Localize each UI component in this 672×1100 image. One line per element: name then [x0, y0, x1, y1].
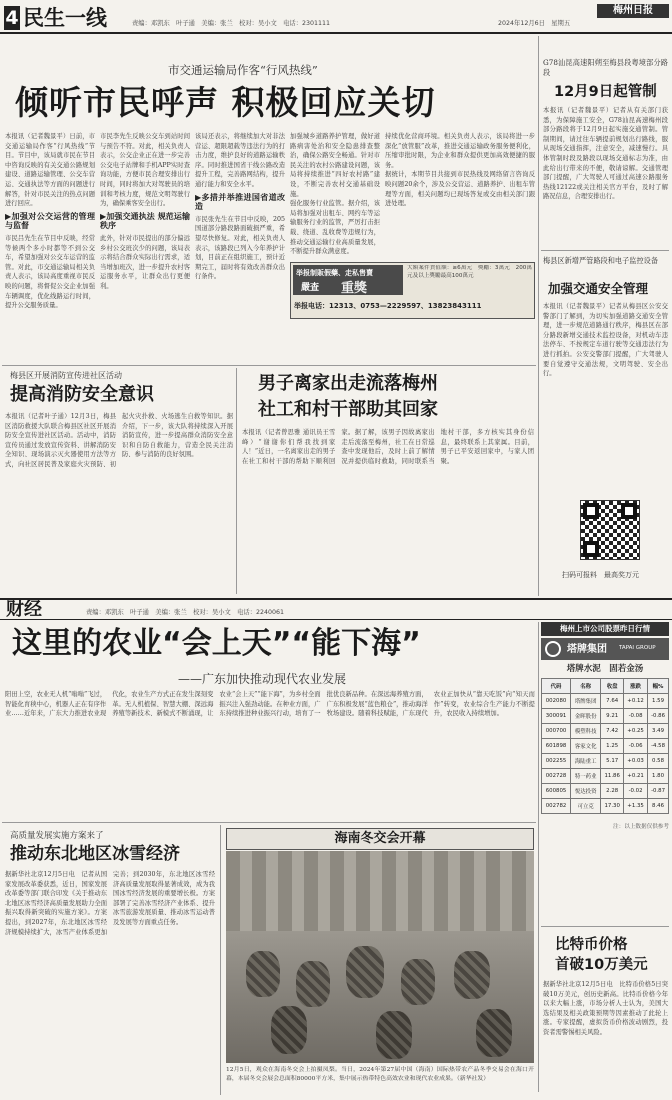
- table-cell: -0.86: [648, 709, 669, 724]
- table-cell: 3.49: [648, 724, 669, 739]
- top-story-col2: [100, 132, 190, 322]
- pineapple-shape: [271, 1006, 307, 1054]
- pineapple-shape: [346, 946, 384, 998]
- ad-left-panel: [293, 265, 403, 295]
- table-cell: -0.06: [624, 739, 648, 754]
- ad-tag: 举报制販假藥、走私售賣: [296, 269, 373, 277]
- table-row: [542, 799, 669, 814]
- table-cell: +0.03: [624, 754, 648, 769]
- sidebar1-headline: 12月9日起管制: [554, 84, 657, 100]
- qr-caption: 扫码可报料 最高奖万元: [562, 571, 639, 579]
- sidebar2-kicker: 梅县区新增严管路段和电子监控设备: [543, 256, 659, 265]
- crowd-silhouette: [226, 851, 534, 931]
- pineapple-shape: [246, 951, 280, 997]
- ad-tag: 重獎: [341, 281, 368, 296]
- sidebar2-body: 本报讯（记者魏景平）记者从梅县区公安交警部门了解到，为切实加强道路交通安全管理，进一步规范道路通行秩序，梅县区在部分路段新增交通技术监控设备，对机动车违法停车、不按规定车道行驶等交通违法行为进行抓拍。公安交警部门提醒，广大驾驶人要自觉遵守交通法规，文明驾驶、安全出行。: [543, 303, 668, 378]
- table-row: [542, 739, 669, 754]
- paper-logo: [597, 4, 669, 18]
- table-cell: 17.30: [601, 799, 624, 814]
- table-cell: 11.86: [601, 769, 624, 784]
- table-cell: 海陆重工: [571, 754, 601, 769]
- table-cell: 塔牌集团: [571, 694, 601, 709]
- top-story-col5: [385, 132, 535, 257]
- subheading: ▶加强交通执法 规范运输秩序: [100, 211, 190, 231]
- table-row: [542, 724, 669, 739]
- section-title: 财经: [6, 600, 42, 620]
- pineapple-photo: [226, 851, 534, 1063]
- story3-body: 本报讯（记者曾思雅 通讯员王雪峰）“谢谢你们帮我找到家人！”近日，一名离家出走的男子在社工和村干部的帮助下顺利回家。据了解，该男子因故离家出走后流落至梅州，社工在日常巡查中发现他后，及时上前了解情况并提供临时救助，同时联系当地村干部，多方核实其身份信息，最终联系上其家属。目前，男子已平安返回家中，与家人团聚。: [242, 429, 534, 465]
- table-cell: 8.46: [648, 799, 669, 814]
- paragraph: 加强城乡道路养护管理，做好道路病害处治和安全隐患排查整治，确保公路安全畅通。针对市民关注的农村公路建设问题，该局将持续推进“四好农村路”建设，不断完善农村交通基础设施。: [290, 133, 380, 198]
- stock-panel-title: 梅州上市公司股票昨日行情: [541, 622, 669, 636]
- table-row: [542, 769, 669, 784]
- table-cell: 1.80: [648, 769, 669, 784]
- table-cell: -4.58: [648, 739, 669, 754]
- photo-feature: [226, 828, 534, 1094]
- page-number: 4: [5, 7, 19, 29]
- column-divider: [236, 368, 237, 594]
- top-story-col3: [195, 132, 285, 322]
- paragraph: 持续优化营商环境。相关负责人表示，该局将进一步深化“放管服”改革，推进交通运输政务服务便利化，压缩审批时限，为企业和群众提供更加高效便捷的服务。: [385, 133, 535, 169]
- stock-panel: [541, 622, 669, 922]
- table-cell: 002782: [542, 799, 571, 814]
- page-number-box: [4, 6, 20, 30]
- brand-name: 塔牌集团: [567, 644, 607, 655]
- table-cell: +0.25: [624, 724, 648, 739]
- photo-title: 海南冬交会开幕: [226, 828, 534, 850]
- table-cell: 002255: [542, 754, 571, 769]
- top-story-headline: 倾听市民呼声 积极回应关切: [15, 83, 436, 122]
- paragraph: 该局还表示，将继续加大对非法营运、超限超载等违法行为的打击力度，维护良好的道路运输秩序。同时推进国省干线公路改造提升工程，完善路网结构，提升通行能力和安全水平。: [195, 133, 285, 188]
- table-row: [542, 709, 669, 724]
- table-cell: 1.59: [648, 694, 669, 709]
- table-cell: +1.35: [624, 799, 648, 814]
- ad-hotline: 举报电话：12313、0753—2229597、13823843111: [294, 302, 482, 310]
- photo-caption: 12月5日，观众在海南冬交会上拍摄凤梨。当日，2024年第27届中国（海南）国际热带农产品冬季交易会在海口开幕，本届冬交会展会总面积80000平方米，集中展示热带特色高效农业和现代农业成果。（新华社发）: [226, 1067, 534, 1082]
- paragraph: 市民张先生在节目中反映，205国道部分路段路面破损严重，希望尽快修复。对此，相关负责人表示，该路段已列入今年养护计划，目前正在组织施工，预计近期完工，届时将有效改善群众出行条件。: [195, 215, 285, 281]
- column-divider: [538, 36, 539, 596]
- column-divider: [220, 825, 221, 1095]
- pineapple-shape: [476, 1009, 512, 1057]
- story4-body: 阳田上空，农业无人机“嗡嗡”飞过，智能化育秧中心，机器人正在有序作业……近年来，广东大力推进农业现代化，农业生产方式正在发生深刻变革。无人机植保、智慧大棚、深远海养殖等新技术、新模式不断涌现，让农业“会上天”“能下海”，为乡村全面振兴注入强劲动能。在种业方面，广东持续推进种业振兴行动，培育了一批优良新品种。在深远海养殖方面，广东积极发展“蓝色粮仓”，推动海洋牧场建设。随着科技赋能，广东现代农业正加快从“靠天吃饭”向“知天而作”转变，农业综合生产能力不断提升，农民收入持续增加。: [5, 691, 535, 718]
- story6-headline-line2: 首破10万美元: [555, 957, 648, 973]
- editor-credits: 责编：邓凯东 叶子通 美编：张兰 校对：吴小文 电话：2301111: [132, 20, 331, 27]
- top-story-col4: [290, 132, 380, 257]
- table-cell: 悦达投资: [571, 784, 601, 799]
- story3-headline-line2: 社工和村干部助其回家: [258, 399, 438, 420]
- table-header-row: [542, 679, 669, 694]
- story6-body: 据新华社北京12月5日电 比特币价格5日突破10万美元，创历史新高。比特币价格今年以来大幅上涨，市场分析人士认为，美国大选结果及相关政策预期等因素推动了此轮上涨。专家提醒，虚拟货币价格波动剧烈，投资者需警惕相关风险。: [543, 981, 668, 1036]
- story6-headline-line1: 比特币价格: [555, 937, 628, 953]
- divider: [2, 822, 536, 823]
- table-cell: 9.21: [601, 709, 624, 724]
- story5-kicker: 高质量发展实施方案来了: [10, 831, 104, 841]
- pineapple-shape: [401, 959, 435, 1005]
- divider: [541, 250, 669, 251]
- paragraph: 此外，针对市民提出的部分偏远乡村公交班次少的问题，该局表示将结合群众实际出行需求，适当增加班次，进一步提升农村客运服务水平，让群众出行更便利。: [100, 234, 190, 290]
- column-header: 涨跌: [624, 679, 648, 694]
- section-band: [0, 598, 672, 620]
- story2-headline: 提高消防安全意识: [10, 384, 154, 405]
- pineapple-shape: [376, 1011, 412, 1059]
- table-cell: +0.12: [624, 694, 648, 709]
- brand-slogan: 塔牌水泥 固若金汤: [566, 664, 644, 674]
- divider: [541, 926, 669, 927]
- paragraph: 市民吕先生在节目中反映，经常等候两个多小时都等不到公交车，希望加强对公交车运营的监管。对此，市交通运输局相关负责人表示，该局高度重视市民反映的问题，将督促公交企业加强车辆调度，优化线路运行时间，提升公交服务质量。: [5, 234, 95, 310]
- qr-finder: [621, 503, 637, 519]
- table-row: [542, 694, 669, 709]
- table-row: [542, 784, 669, 799]
- table-cell: 2.28: [601, 784, 624, 799]
- column-header: 代码: [542, 679, 571, 694]
- sidebar1-body: 本报讯（记者魏景平）记者从有关部门获悉，为保障施工安全，G78汕昆高速梅州段部分路段将于12月9日起实施交通管制。管制期间，请过往车辆提前规划出行路线，服从现场交通指挥，注意安全，减速慢行。具体管制时段及路段以现场交通标志为准，由此给出行带来的不便，敬请谅解。交通管理部门提醒，广大驾驶人可通过高速公路服务热线12122或关注相关官方平台，及时了解路况信息，合理安排出行。: [543, 107, 668, 201]
- table-cell: 金晖股份: [571, 709, 601, 724]
- stock-table: [541, 678, 669, 814]
- brand-name-en: TAPAI GROUP: [619, 645, 656, 651]
- table-cell: 300091: [542, 709, 571, 724]
- table-cell: 002080: [542, 694, 571, 709]
- table-cell: 0.58: [648, 754, 669, 769]
- table-cell: 特一药业: [571, 769, 601, 784]
- paragraph: 据统计，本期节目共接到市民热线及网络留言咨询反映问题20余个，涉及公交营运、道路养护、出租车管理等方面，相关问题均已现场答复或交由相关部门跟进处理。: [385, 171, 535, 208]
- story5-headline: 推动东北地区冰雪经济: [10, 844, 180, 864]
- ad-conditions: 大額案件貨值額：≥6萬元 獎勵：3萬元 200萬元及以上獎勵最高100萬元: [407, 265, 532, 279]
- table-cell: 601898: [542, 739, 571, 754]
- subheading: ▶多措并举推进国省道改造: [195, 192, 285, 212]
- pineapple-shape: [454, 951, 490, 999]
- subheading: ▶加强对公交运营的管理与监督: [5, 211, 95, 231]
- editor-credits: 责编：邓凯东 叶子通 美编：张兰 校对：吴小文 电话：2240061: [86, 609, 285, 616]
- brand-banner: [541, 638, 669, 660]
- column-divider: [538, 622, 539, 1092]
- pineapple-shape: [296, 961, 330, 1007]
- qr-finder: [583, 503, 599, 519]
- paragraph: 本报讯（记者魏景平）日前，市交通运输局作客“行风热线”节目。节目中，该局就市民在节目中咨询反映的有关交通公路规划建设、道路运输管理、公交车营运、交通执法等方面的问题进行解答，针对市民关注的热点问题进行回应。: [5, 133, 95, 208]
- sidebar1-kicker: G78汕昆高速阳朔至梅县段粤境部分路段: [543, 58, 668, 77]
- paragraph: 市民李先生反映公交车到站时间与预告不符。对此，相关负责人表示，公交企业正在进一步完善公交电子站牌和手机APP实时查询功能，方便市民合理安排出行时间，同时将加大对驾驶员的培训和考核力度，规范文明驾驶行为，确保乘客安全出行。: [100, 133, 190, 208]
- column-header: 名称: [571, 679, 601, 694]
- table-cell: 模塑科技: [571, 724, 601, 739]
- divider: [2, 365, 536, 366]
- story4-headline: 这里的农业“会上天”“能下海”: [12, 626, 421, 661]
- table-cell: 5.17: [601, 754, 624, 769]
- table-cell: 600805: [542, 784, 571, 799]
- sidebar2-headline: 加强交通安全管理: [548, 281, 649, 296]
- qr-finder: [583, 541, 599, 557]
- table-body: [542, 694, 669, 814]
- issue-date: 2024年12月6日 星期五: [498, 20, 571, 27]
- story2-kicker: 梅县区开展消防宣传进社区活动: [10, 371, 122, 380]
- table-cell: 1.25: [601, 739, 624, 754]
- stock-note: 注：以上数据仅供参考: [613, 824, 669, 830]
- qr-code: [580, 500, 640, 560]
- section-title: 民生一线: [23, 6, 107, 30]
- paragraph: 强化服务行业监管。据介绍，该局将加强对出租车、网约车等运输服务行业的监管，严厉打击拒载、绕道、乱收费等违规行为，推动交通运输行业高质量发展，不断提升群众满意度。: [290, 200, 380, 256]
- table-cell: -0.08: [624, 709, 648, 724]
- top-story-kicker: 市交通运输局作客“行风热线”: [168, 63, 318, 77]
- table-cell: -0.87: [648, 784, 669, 799]
- table-cell: 7.42: [601, 724, 624, 739]
- brand-logo-icon: [545, 641, 561, 657]
- paper-name: 梅州日报: [613, 5, 653, 16]
- table-cell: 可立克: [571, 799, 601, 814]
- story4-subhead: ——广东加快推动现代农业发展: [178, 672, 347, 686]
- table-cell: 客家文化: [571, 739, 601, 754]
- story2-body: 本报讯（记者叶子通）12月3日，梅县区消防救援大队联合梅县区社区开展消防安全宣传进社区活动。活动中，消防宣传员通过发放宣传资料、讲解消防安全知识、现场演示灭火器使用方法等方式，向社区居民普及家庭火灾预防、初起火灾扑救、火场逃生自救等知识。据介绍，下一步，该大队将持续深入开展消防宣传，进一步提高群众消防安全意识和自防自救能力，营造全民关注消防、参与消防的良好氛围。: [5, 413, 233, 468]
- column-header: 幅%: [648, 679, 669, 694]
- ad-tag: 嚴查: [301, 283, 320, 293]
- table-row: [542, 754, 669, 769]
- table-cell: -0.02: [624, 784, 648, 799]
- table-cell: 002728: [542, 769, 571, 784]
- table-cell: 000700: [542, 724, 571, 739]
- masthead: [0, 0, 672, 34]
- table-cell: +0.21: [624, 769, 648, 784]
- column-header: 收盘: [601, 679, 624, 694]
- top-story-col1: [5, 132, 95, 322]
- report-reward-ad: [290, 262, 535, 319]
- story5-body: 据新华社北京12月5日电 记者从国家发展改革委获悉，近日，国家发展改革委等部门联合印发《关于推动东北地区冰雪经济高质量发展助力全面振兴取得新突破的实施方案》。方案提出，到2027年，东北地区冰雪经济规模持续扩大，冰雪产业体系更加完善；到2030年，东北地区冰雪经济高质量发展取得显著成效，成为我国冰雪经济发展的重要增长极。方案部署了完善冰雪经济产业体系、提升冰雪旅游发展质量、推动冰雪运动普及发展等方面重点任务。: [5, 871, 215, 936]
- table-cell: 7.64: [601, 694, 624, 709]
- story3-headline-line1: 男子离家出走流落梅州: [258, 373, 438, 394]
